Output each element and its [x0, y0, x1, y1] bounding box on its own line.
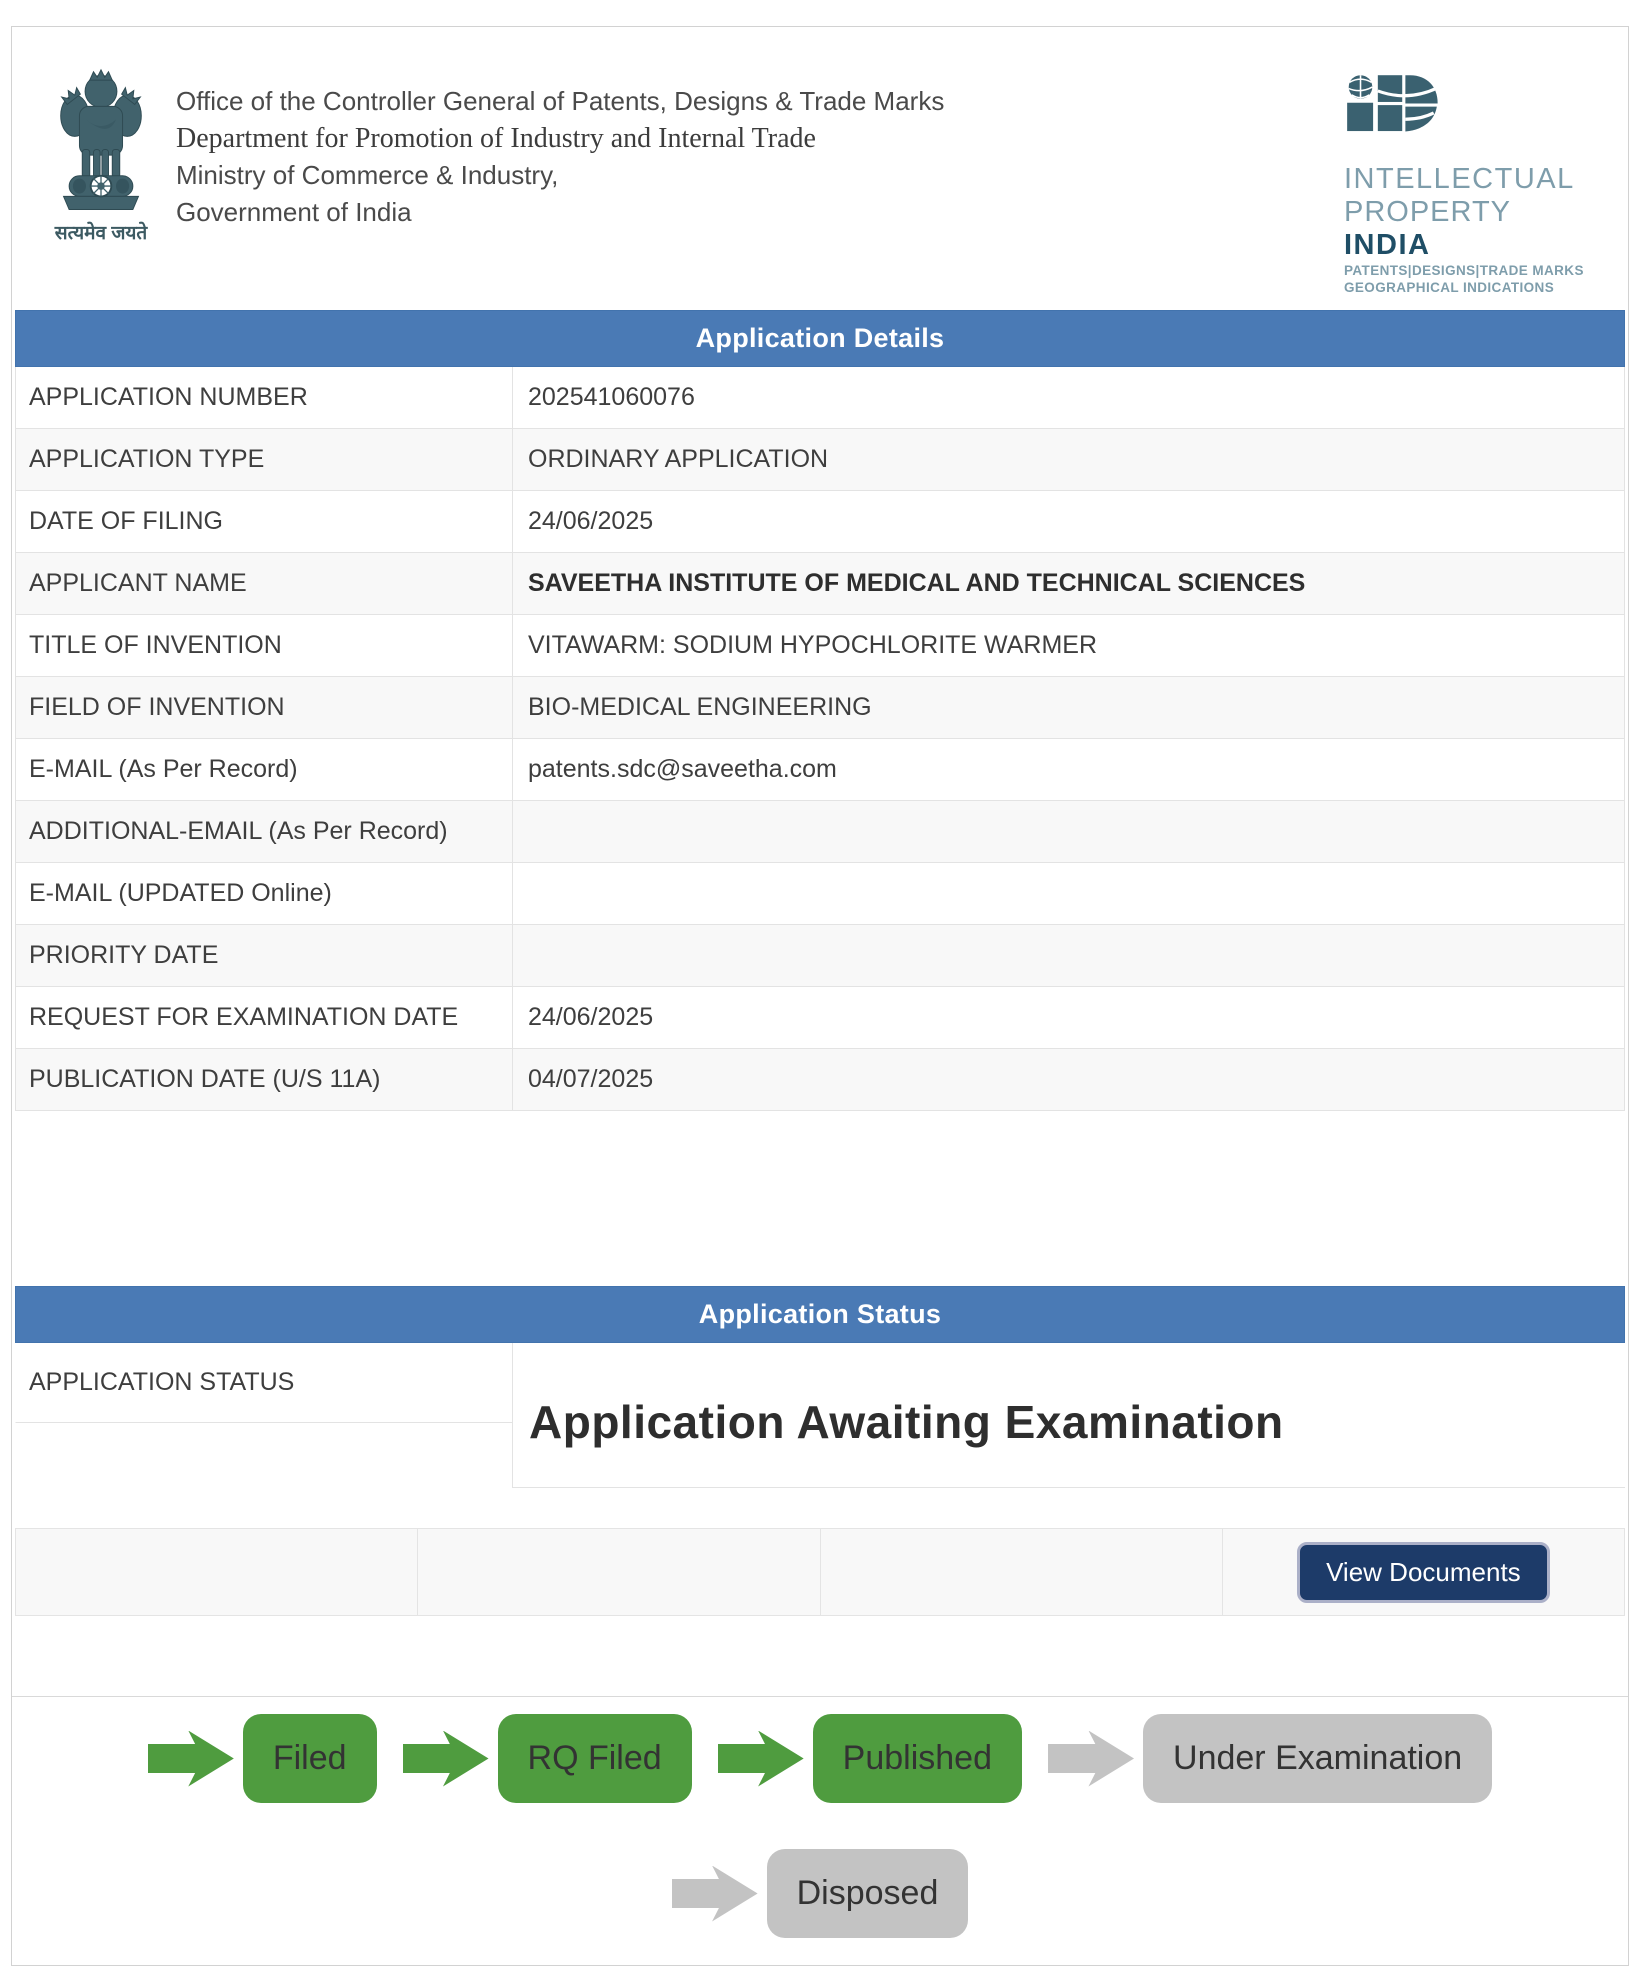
table-row	[15, 739, 1625, 801]
government-identity	[42, 67, 944, 245]
row-label: ADDITIONAL-EMAIL (As Per Record)	[16, 801, 513, 862]
status-label: APPLICATION STATUS	[15, 1343, 512, 1423]
department-line: Department for Promotion of Industry and Internal Trade	[176, 123, 816, 154]
row-value: 04/07/2025	[528, 1065, 654, 1093]
table-row	[15, 801, 1625, 863]
status-flow-diagram	[12, 1696, 1628, 1965]
office-line: Office of the Controller General of Patents, Designs & Trade Marks	[176, 86, 945, 116]
emblem-motto: सत्यमेव जयते	[54, 223, 148, 244]
logo-word-intellectual: INTELLECTUAL	[1344, 163, 1575, 195]
row-label: APPLICATION NUMBER	[16, 367, 513, 428]
row-value: 24/06/2025	[528, 1003, 654, 1031]
government-line: Government of India	[176, 197, 412, 227]
table-row	[15, 553, 1625, 615]
row-value: patents.sdc@saveetha.com	[528, 755, 837, 783]
flow-node-label: Published	[813, 1714, 1022, 1803]
strip-cell-empty	[16, 1529, 418, 1615]
row-value	[513, 863, 1624, 924]
flow-step-published	[718, 1714, 1022, 1803]
masthead	[12, 27, 1628, 302]
documents-strip	[15, 1528, 1625, 1616]
view-documents-button[interactable]: View Documents	[1297, 1542, 1550, 1603]
page-container	[11, 26, 1629, 1966]
ministry-line: Ministry of Commerce & Industry,	[176, 160, 559, 190]
arrow-right-icon	[1048, 1731, 1134, 1787]
ip-india-mark-icon	[1344, 63, 1462, 159]
ip-india-logo	[1344, 63, 1602, 296]
flow-step-rq-filed	[403, 1714, 692, 1803]
status-value: Application Awaiting Examination	[529, 1396, 1284, 1448]
flow-step-disposed	[672, 1849, 969, 1938]
status-flow-main-row	[12, 1714, 1628, 1803]
application-details-section	[15, 310, 1625, 1111]
application-details-header: Application Details	[15, 310, 1625, 367]
strip-cell-empty	[418, 1529, 820, 1615]
row-value: 24/06/2025	[528, 507, 654, 535]
table-row	[15, 615, 1625, 677]
emblem-of-india	[42, 67, 160, 245]
row-value	[513, 925, 1624, 986]
flow-node-label: Filed	[243, 1714, 377, 1803]
application-status-header: Application Status	[15, 1286, 1625, 1343]
flow-step-under-examination	[1048, 1714, 1492, 1803]
row-value: BIO-MEDICAL ENGINEERING	[528, 693, 872, 721]
arrow-right-icon	[672, 1866, 758, 1922]
flow-node-label: RQ Filed	[498, 1714, 692, 1803]
logo-gi-line: GEOGRAPHICAL INDICATIONS	[1344, 280, 1555, 295]
arrow-right-icon	[403, 1731, 489, 1787]
row-label: TITLE OF INVENTION	[16, 615, 513, 676]
table-row	[15, 925, 1625, 987]
logo-word-property: PROPERTY	[1344, 196, 1511, 228]
table-row	[15, 863, 1625, 925]
row-label: PRIORITY DATE	[16, 925, 513, 986]
logo-word-india: INDIA	[1344, 229, 1431, 261]
status-value-cell	[512, 1343, 1625, 1488]
arrow-right-icon	[718, 1731, 804, 1787]
row-value: VITAWARM: SODIUM HYPOCHLORITE WARMER	[528, 631, 1097, 659]
table-row	[15, 987, 1625, 1049]
row-label: REQUEST FOR EXAMINATION DATE	[16, 987, 513, 1048]
row-label: DATE OF FILING	[16, 491, 513, 552]
arrow-right-icon	[148, 1731, 234, 1787]
table-row	[15, 677, 1625, 739]
row-label: E-MAIL (As Per Record)	[16, 739, 513, 800]
row-label: FIELD OF INVENTION	[16, 677, 513, 738]
table-row	[15, 367, 1625, 429]
status-flow-branch-row	[12, 1849, 1628, 1938]
application-status-section	[15, 1286, 1625, 1488]
row-value: ORDINARY APPLICATION	[528, 445, 829, 473]
office-title-block	[176, 67, 944, 231]
row-value	[513, 801, 1624, 862]
strip-cell-actions	[1223, 1529, 1624, 1615]
row-value-applicant-name: SAVEETHA INSTITUTE OF MEDICAL AND TECHNICAL SCIENCES	[528, 569, 1306, 597]
flow-node-label: Disposed	[767, 1849, 969, 1938]
table-row	[15, 429, 1625, 491]
logo-word-property-india	[1344, 196, 1602, 262]
table-row	[15, 491, 1625, 553]
row-label: APPLICANT NAME	[16, 553, 513, 614]
ashoka-lion-capital-icon	[53, 67, 149, 217]
row-label: APPLICATION TYPE	[16, 429, 513, 490]
logo-services-line: PATENTS|DESIGNS|TRADE MARKS	[1344, 263, 1584, 278]
strip-cell-empty	[821, 1529, 1223, 1615]
row-label: PUBLICATION DATE (U/S 11A)	[16, 1049, 513, 1110]
status-row	[15, 1343, 1625, 1488]
flow-node-label: Under Examination	[1143, 1714, 1492, 1803]
flow-step-filed	[148, 1714, 377, 1803]
row-label: E-MAIL (UPDATED Online)	[16, 863, 513, 924]
row-value: 202541060076	[528, 383, 695, 411]
table-row	[15, 1049, 1625, 1111]
